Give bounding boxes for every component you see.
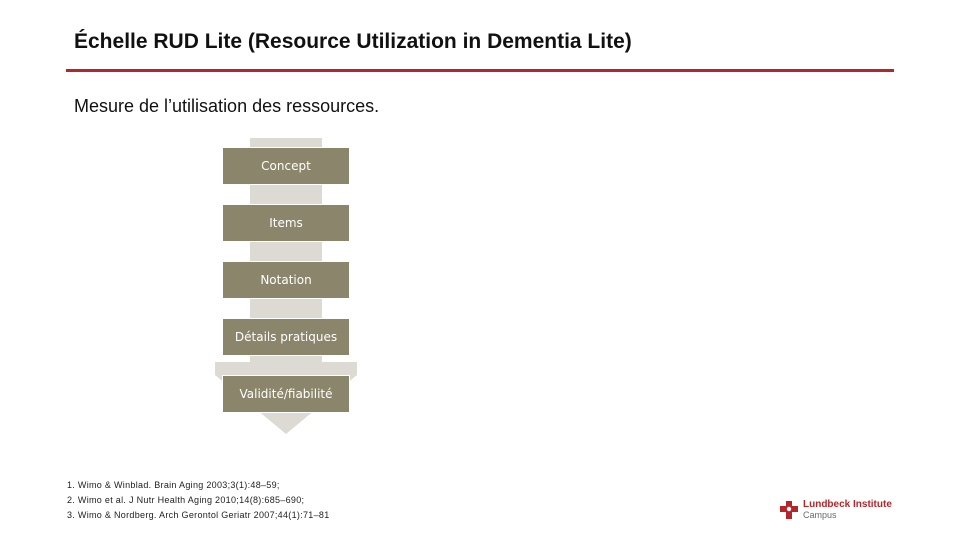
lundbeck-logo (779, 498, 897, 522)
slide-title: Échelle RUD Lite (Resource Utilization in Dementia Lite) (74, 30, 632, 53)
reference-item: 1. Wimo & Winblad. Brain Aging 2003;3(1):48–59; (67, 480, 280, 490)
lundbeck-logo-icon (779, 500, 799, 520)
logo-name: Lundbeck Institute (803, 499, 892, 510)
reference-item: 2. Wimo et al. J Nutr Health Aging 2010;14(8):685–690; (67, 495, 305, 505)
references (67, 478, 330, 523)
flow-step-items[interactable]: Items (222, 204, 350, 242)
flow-step-concept[interactable]: Concept (222, 147, 350, 185)
flow-step-notation[interactable]: Notation (222, 261, 350, 299)
flow-step-validity[interactable]: Validité/fiabilité (222, 375, 350, 413)
logo-subname: Campus (803, 510, 837, 520)
reference-item: 3. Wimo & Nordberg. Arch Gerontol Geriatr 2007;44(1):71–81 (67, 510, 330, 520)
slide-subtitle: Mesure de l’utilisation des ressources. (74, 96, 380, 116)
title-divider (66, 69, 894, 72)
flow-step-details[interactable]: Détails pratiques (222, 318, 350, 356)
